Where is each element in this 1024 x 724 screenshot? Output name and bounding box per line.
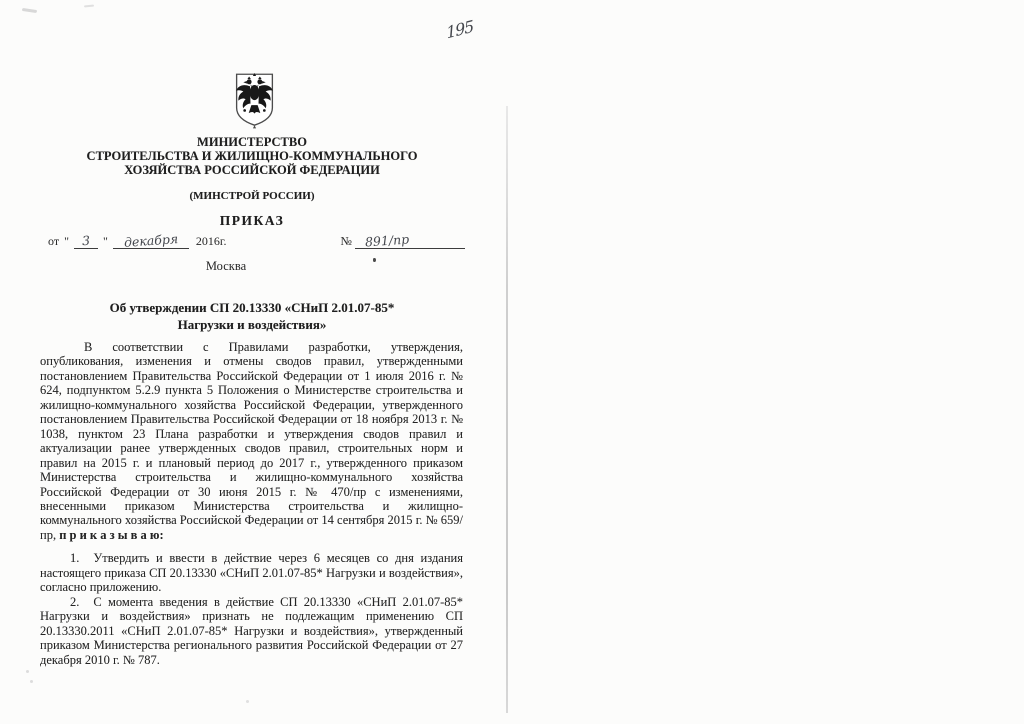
page-edge-shadow: [506, 106, 508, 713]
item-text: С момента введения в действие СП 20.13330 «СНиП 2.01.07-85* Нагрузки и воздействия» признать не подлежащим применению СП 20.13330.2011 «СНиП 2.01.07-85* Нагрузки и воздействия», утвержденный приказом Министерства регионального развития Российской Федерации от 27 декабря 2010 г. № 787.: [40, 594, 463, 667]
quote-mark: ": [103, 234, 108, 248]
scan-artifact-dot: [30, 680, 33, 683]
order-item: [40, 595, 463, 667]
handwritten-month: декабря: [123, 231, 179, 250]
handwritten-day: 3: [81, 232, 91, 249]
item-number: 2.: [70, 594, 80, 609]
day-blank-line: [74, 234, 98, 249]
number-blank-line: [355, 231, 465, 250]
preamble-paragraph: [40, 340, 463, 542]
handwritten-order-number: 891/пр: [364, 231, 410, 250]
ministry-name-line2: СТРОИТЕЛЬСТВА И ЖИЛИЩНО-КОММУНАЛЬНОГО: [86, 148, 418, 163]
number-sign: №: [340, 234, 352, 248]
date-line: [48, 231, 227, 250]
date-prefix: от: [48, 234, 60, 248]
month-blank-line: [113, 231, 189, 250]
order-title: [40, 300, 464, 333]
order-body: [40, 340, 463, 667]
scan-artifact-dot: [246, 700, 249, 703]
scan-artifact-mark: [84, 5, 94, 8]
preamble-text: В соответствии с Правилами разработки, утверждения, опубликования, изменения и отмены сводов правил, утвержденными постановлением Правительства Российской Федерации от 1 июля 2016 г. № 624, подпунктом 5.2.9 пункта 5 Положения о Министерстве строительства и жилищно-коммунального хозяйства Российской Федерации, утвержденного постановлением Правительства Российской Федерации от 18 ноября 2013 г. № 1038, пунктом 23 Плана разработки и утверждения сводов правил и актуализации ранее утвержденных сводов правил, строительных норм и правил на 2015 г. и плановый период до 2017 г., утвержденного приказом Министерства строительства и жилищно-коммунального хозяйства Российской Федерации от 30 июня 2015 г. № 470/пр с изменениями, внесенными приказом Министерства строительства и жилищно-коммунального хозяйства Российской Федерации от 14 сентября 2015 г. № 659/пр,: [40, 340, 463, 542]
handwritten-page-number: 195: [445, 16, 475, 43]
date-and-number-row: [48, 231, 465, 250]
order-title-line1: Об утверждении СП 20.13330 «СНиП 2.01.07-85*: [109, 300, 395, 315]
ministry-name-line1: МИНИСТЕРСТВО: [197, 135, 307, 149]
coat-of-arms-icon: [232, 72, 277, 131]
quote-mark: ": [64, 234, 69, 248]
year-label: 2016г.: [195, 234, 227, 248]
scan-artifact-dot: [26, 670, 29, 673]
document-type-heading: ПРИКАЗ: [219, 213, 285, 228]
order-number-line: [340, 231, 465, 250]
item-text: Утвердить и ввести в действие через 6 месяцев со дня издания настоящего приказа СП 20.13330 «СНиП 2.01.07-85* Нагрузки и воздействия», согласно приложению.: [40, 551, 463, 595]
scan-artifact-mark: [22, 8, 37, 13]
ministry-header: [40, 136, 464, 177]
order-title-line2: Нагрузки и воздействия»: [177, 316, 327, 332]
order-command-word: п р и к а з ы в а ю:: [59, 527, 164, 542]
order-item: [40, 551, 463, 594]
item-number: 1.: [70, 551, 80, 566]
ministry-short-name: (МИНСТРОЙ РОССИИ): [189, 190, 315, 202]
city-line: Москва: [205, 259, 247, 273]
scan-artifact-dot: [373, 258, 376, 262]
ministry-name-line3: ХОЗЯЙСТВА РОССИЙСКОЙ ФЕДЕРАЦИИ: [124, 162, 380, 177]
